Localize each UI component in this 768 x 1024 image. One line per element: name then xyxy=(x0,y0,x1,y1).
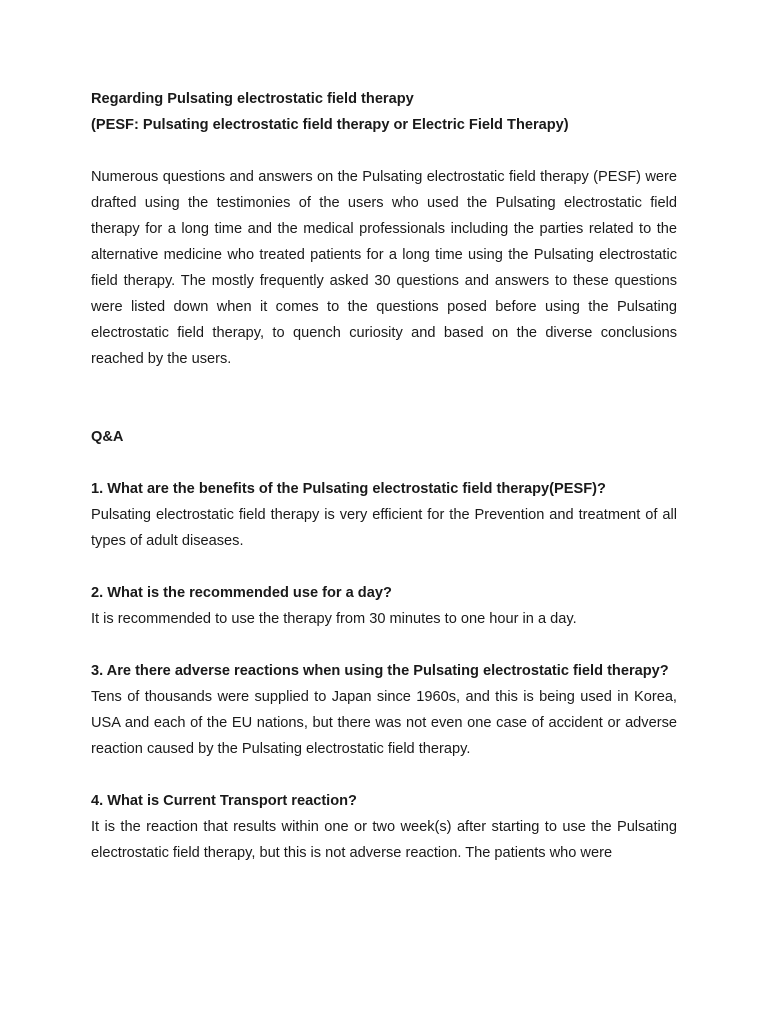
question-4: 4. What is Current Transport reaction? xyxy=(91,793,357,809)
answer-2: It is recommended to use the therapy from 30 minutes to one hour in a day. xyxy=(91,611,577,627)
answer-3: Tens of thousands were supplied to Japan since 1960s, and this is being used in Korea, USA and each of the EU nations, but there was not even one case of accident or adverse reaction caused by the Pulsating electrostatic field therapy. xyxy=(91,689,677,757)
question-2: 2. What is the recommended use for a day? xyxy=(91,585,392,601)
qa-item-1 xyxy=(91,476,677,554)
qa-item-4 xyxy=(91,788,677,866)
qa-item-2 xyxy=(91,580,677,632)
qa-item-3 xyxy=(91,658,677,762)
answer-1: Pulsating electrostatic field therapy is very efficient for the Prevention and treatment of all types of adult diseases. xyxy=(91,507,677,549)
document-subtitle: (PESF: Pulsating electrostatic field therapy or Electric Field Therapy) xyxy=(91,117,569,133)
qa-heading: Q&A xyxy=(91,429,124,445)
answer-4: It is the reaction that results within one or two week(s) after starting to use the Pulsating electrostatic field therapy, but this is not adverse reaction. The patients who were xyxy=(91,819,677,861)
question-1: 1. What are the benefits of the Pulsating electrostatic field therapy(PESF)? xyxy=(91,481,606,497)
document-content xyxy=(91,86,677,866)
document-title: Regarding Pulsating electrostatic field therapy xyxy=(91,91,414,107)
question-3: 3. Are there adverse reactions when using the Pulsating electrostatic field therapy? xyxy=(91,663,669,679)
intro-paragraph: Numerous questions and answers on the Pulsating electrostatic field therapy (PESF) were drafted using the testimonies of the users who used the Pulsating electrostatic field therapy for a long time and the medical professionals including the parties related to the alternative medicine who treated patients for a long time using the Pulsating electrostatic field therapy. The mostly frequently asked 30 questions and answers to these questions were listed down when it comes to the questions posed before using the Pulsating electrostatic field therapy, to quench curiosity and based on the diverse conclusions reached by the users. xyxy=(91,169,677,367)
